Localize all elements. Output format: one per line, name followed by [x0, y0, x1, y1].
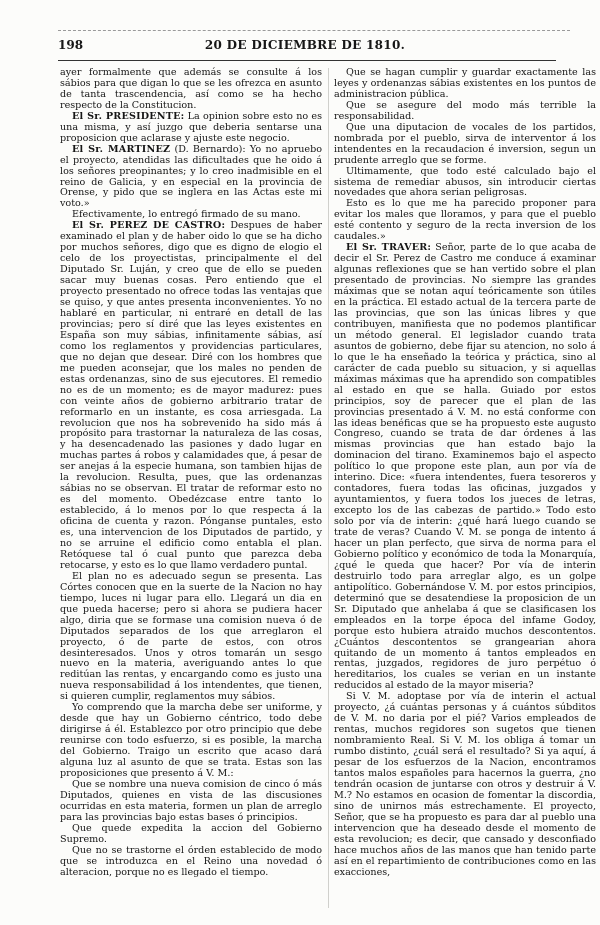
paragraph-text: Si V. M. adoptase por vía de interin el actual proyecto, ¿á cuántas personas y á cuántos súbditos de V. M. no daria por el pié? Varios empleados de rentas, muchos regidores son sugetos que tienen nombramiento Real. Si V. M. los obliga á tomar un rumbo distinto, ¿cuál será el resultado? Si ya aquí, á pesar de los esfuerzos de la Nacion, encontramos tantos malos españoles para hacernos la guerra, ¿no tendrán ocasion de juntarse con otros y destruir á V. M.? No estamos en ocasion de fomentar la discordia, sino de unirnos más estrechamente. El proyecto, Señor, que se ha propuesto es para dar al pueblo una intervencion que ha deseado desde el momento de esta revolucion; es decir, que cansado y desconfiado hace muchos años de las manos que han tenido parte así en el repartimiento de contribuciones como en las exacciones,: [334, 691, 596, 878]
running-head-date: 20 DE DICIEMBRE DE 1810.: [204, 38, 406, 52]
paragraph: [60, 846, 322, 879]
paragraph-text: Ultimamente, que todo esté calculado bajo el sistema de remediar abusos, sin introducir ciertas novedades que ahora serian peligrosas.: [334, 165, 596, 199]
header-rule: [58, 60, 556, 61]
paragraph-text: Que se asegure del modo más terrible la responsabilidad.: [334, 99, 596, 122]
paragraph: [60, 824, 322, 846]
page-number: 198: [58, 38, 84, 52]
speaker-name: El Sr. TRAVER:: [346, 242, 432, 254]
paragraph-text: Que se hagan cumplir y guardar exactamente las leyes y ordenanzas sábias existentes en los puntos de administracion pública.: [334, 67, 596, 100]
speaker-name: El Sr. PRESIDENTE:: [72, 110, 185, 122]
paragraph: [60, 572, 322, 703]
speaker-name: El Sr. MARTINEZ: [72, 143, 171, 155]
paragraph-text: Despues de haber examinado el plan y de haber oido lo que se ha dicho por muchos señores, digo que es digno de elogio el celo de los proyectistas, principalmente el del Diputado Sr. Luján, y creo que de ello se pueden sacar muy buenas cosas. Pero entiendo que el proyecto presentado no ofrece todas las ventajas que se quiso, y que antes presenta inconvenientes. Yo no hablaré en particular, ni entraré en detall de las provincias; pero sí diré que las leyes existentes en España son muy sábias, infinitamente sábias, así como los reglamentos y providencias particulares, que no dejan que desear. Diré con los hombres que me pueden aconsejar, que los males no penden de estas ordenanzas, sino de sus ejecutores. El remedio no es de un momento; es de mayor madurez: pues con veinte años de gobierno arbitrario tratar de reformarlo en un instante, es cosa arriesgada. La revolucion que nos ha sobrevenido ha sido más á propósito para trastornar la naturaleza de las cosas, y ha desencadenado las pasiones y dado lugar en muchas partes á robos y calamidades que, á pesar de ser anejas á la especie humana, son tambien hijas de la revolucion. Resulta, pues, que las ordenanzas sábias no se observan. El tratar de reformar esto no es del momento. Obedézcase entre tanto lo establecido, á lo menos por lo que respecta á la oficina de cuenta y razon. Pónganse puntales, esto es, una intervencion de los Diputados de partido, y no se arruine el edificio como entabla el plan. Retóquese tal ó cual punto que parezca deba retocarse, y esto es lo que llamo verdadero puntal.: [60, 220, 322, 571]
paragraph-text: El plan no es adecuado segun se presenta. Las Córtes conocen que en la suerte de la Nacion no hay tiempo, luces ni lugar para ello. Llegará un dia en que pueda hacerse; pero si ahora se pudiera hacer algo, diria que se formase una comision nueva ó de Diputados separados de los que arreglaron el proyecto, ó de parte de estos, con otros desinteresados. Unos y otros tomarán un sesgo nuevo en la materia, averiguando antes lo que reditúan las rentas, y encargando como es justo una nueva responsabilidad á los intendentes, que tienen, si quieren cumplir, reglamentos muy sábios.: [60, 570, 322, 703]
paragraph-text: Señor, parte de lo que acaba de decir el Sr. Perez de Castro me conduce á examinar algunas reflexiones que se han vertido sobre el plan presentado de provincias. No siempre las grandes máximas que se notan aquí teóricamente son útiles en la práctica. El estado actual de la tercera parte de las provincias, que son las únicas libres y que contribuyen, manifiesta que no podemos plantificar un método general. El legislador cuando trata asuntos de gobierno, debe fijar su atencion, no solo á lo que le ha enseñado la teórica y práctica, sino al carácter de cada pueblo su situacion, y si aquellas máximas máximas que ha aprendido son compatibles al estado en que se halla. Guiado por estos principios, soy de parecer que el plan de las provincias presentado á V. M. no está conforme con las ideas benéficas que se ha propuesto este augusto Congreso, cuando se trata de dar órdenes á las mismas provincias que han estado bajo la dominacion del tirano. Examinemos bajo el aspecto político lo que propone este plan, aun por vía de interino. Dice: «fuera intendentes, fuera tesoreros y contadores, fuera todas las oficinas, juzgados y ayuntamientos, y fuera todos los jueces de letras, excepto los de las cabezas de partido.» Todo esto solo por vía de interin: ¿qué hará luego cuando se trate de veras? Cuando V. M. se ponga de intento á hacer un plan perfecto, que sirva de norma para el Gobierno político y económico de toda la Monarquía, ¿qué le queda que hacer? Por vía de interin destruirlo todo para arreglar algo, es un golpe antipolítico. Gobernándose V. M. por estos principios, determinó que se desatendiese la proposicion de un Sr. Diputado que anhelaba á que se clasificasen los empleados en la torpe época del infame Godoy, porque esto hubiera atraido muchos descontentos. ¿Cuántos descontentos se grangearian ahora quitando de un momento á tantos empleados en rentas, juzgados, regidores de juro perpétuo ó hereditarios, los cuales se verian en un instante reducidos al estado de la mayor miseria?: [334, 242, 596, 692]
right-column: [334, 68, 596, 879]
paragraph-text: Que se nombre una nueva comision de cinco ó más Diputados, quienes en vista de las discusiones ocurridas en esta materia, formen un plan de arreglo para las provincias bajo estas bases ó principios.: [60, 778, 322, 823]
paragraph: [334, 167, 596, 200]
page-header: [58, 38, 552, 58]
paragraph: [334, 692, 596, 878]
paragraph-text: Yo comprendo que la marcha debe ser uniforme, y desde que hay un Gobierno céntrico, todo debe dirigirse á él. Establezco por otro principio que debe reunirse con todo esfuerzo, si es posible, la marcha del Gobierno. Traigo un escrito que acaso dará alguna luz al asunto de que se trata. Estas son las proposiciones que presento á V. M.:: [60, 702, 322, 779]
paragraph: [60, 780, 322, 824]
top-dashed-rule: [58, 30, 570, 31]
paragraph-text: Que quede expedita la accion del Gobierno Supremo.: [60, 822, 322, 845]
paragraph-text: (D. Bernardo): Yo no apruebo el proyecto, atendidas las dificultades que he oido á los señores preopinantes; y lo creo inadmisible en el reino de Galicia, y en especial en la provincia de Orense, y pido que se inglera en las Actas este mi voto.»: [60, 143, 322, 210]
paragraph: [60, 68, 322, 112]
paragraph-text: Que una diputacion de vocales de los partidos, nombrada por el pueblo, sirva de interventor á los intendentes en la recaudacion é inversion, segun un prudente arreglo que se forme.: [334, 121, 596, 166]
paragraph: [334, 68, 596, 101]
paragraph: [334, 123, 596, 167]
paragraph-text: Esto es lo que me ha parecido proponer para evitar los males que lloramos, y para que el pueblo esté contento y seguro de la recta inversion de los caudales.»: [334, 198, 596, 243]
paragraph: [334, 243, 596, 692]
paragraph-text: ayer formalmente que además se consulte á los sábios para que digan lo que se les ofrezca en asunto de tanta trascendencia, así como se ha hecho respecto de la Constitucion.: [60, 67, 322, 111]
paragraph: [60, 703, 322, 780]
paragraph: [334, 101, 596, 123]
speaker-name: El Sr. PEREZ DE CASTRO:: [72, 220, 226, 232]
paragraph: [60, 145, 322, 211]
paragraph: [334, 199, 596, 243]
paragraph-text: Que no se trastorne el órden establecido de modo que se introduzca en el Reino una novedad ó alteracion, porque no es llegado el tiempo.: [60, 844, 322, 878]
paragraph: [60, 221, 322, 572]
paragraph: [60, 112, 322, 145]
column-divider: [328, 68, 329, 908]
left-column: [60, 68, 322, 879]
paragraph-text: La opinion sobre esto no es una misma, y así juzgo que deberia sentarse una proposicion que aclarase y ajuste este negocio.: [60, 110, 322, 144]
paragraph-text: Efectivamente, lo entregó firmado de su mano.: [72, 209, 301, 221]
